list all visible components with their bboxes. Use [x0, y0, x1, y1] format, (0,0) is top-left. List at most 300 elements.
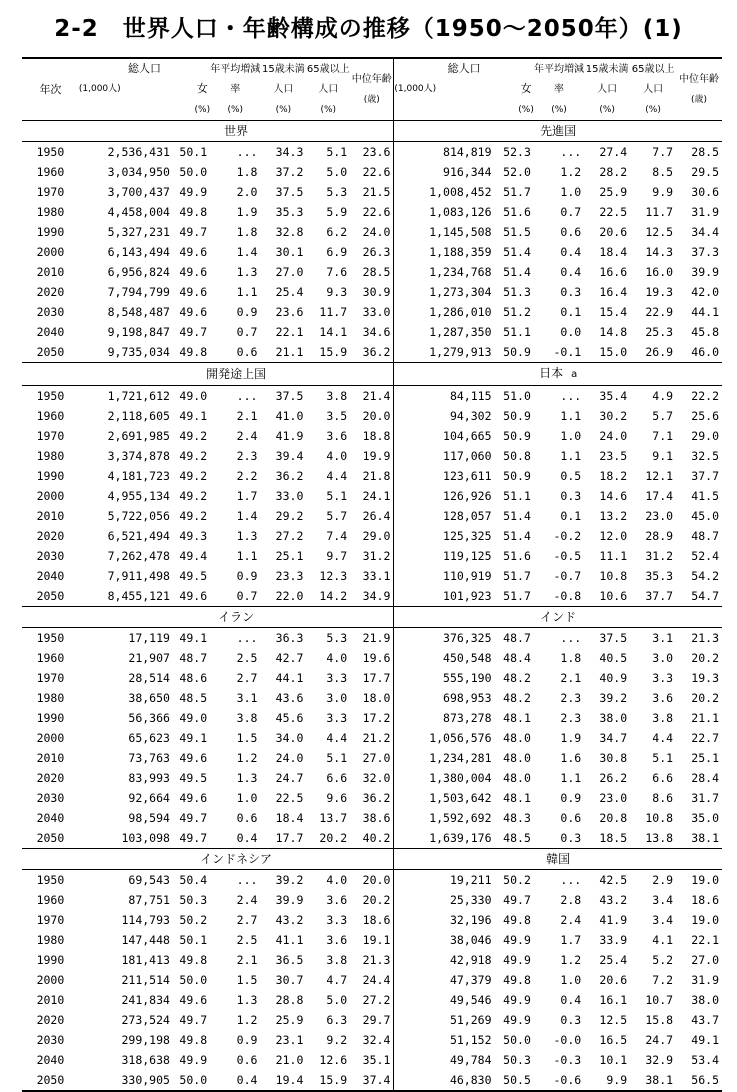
table-cell: 33.0	[350, 302, 394, 322]
table-cell: 92,664	[128, 791, 170, 805]
table-cell: 10.8	[599, 569, 628, 583]
table-row	[22, 282, 722, 302]
year-cell: 2040	[36, 811, 65, 825]
table-cell: 5.1	[326, 751, 348, 765]
year-cell: 2050	[36, 345, 65, 359]
table-cell: 41.9	[599, 913, 628, 927]
table-cell: 2,691,985	[107, 429, 170, 443]
table-cell: 48.7	[179, 651, 208, 665]
table-cell: 16.0	[645, 265, 674, 279]
section-header-blank	[22, 607, 79, 628]
table-cell: 37.3	[691, 245, 719, 259]
table-cell: 273,524	[121, 1013, 170, 1027]
table-cell: 10.7	[645, 993, 674, 1007]
table-cell: 50.0	[503, 1033, 531, 1047]
table-cell: 42.5	[599, 873, 628, 887]
table-cell: 34.7	[599, 731, 628, 745]
table-cell: 36.2	[350, 342, 394, 363]
page-title: 2-2 世界人口・年齢構成の推移（1950～2050年）(1)	[54, 16, 683, 42]
table-cell: 33.1	[350, 566, 394, 586]
table-cell: -0.5	[553, 549, 582, 563]
table-cell: 3.0	[326, 691, 348, 705]
table-cell: 18.6	[350, 910, 394, 930]
table-cell: 103,098	[121, 831, 170, 845]
table-cell: 45.8	[691, 325, 719, 339]
table-cell: 7,794,799	[107, 285, 170, 299]
table-cell: 555,190	[443, 671, 492, 685]
population-table	[22, 57, 722, 1092]
table-cell: 4.4	[326, 469, 348, 483]
table-row	[22, 668, 722, 688]
table-cell: 5.1	[326, 145, 348, 159]
table-cell: 3.1	[652, 631, 674, 645]
table-cell: 50.9	[503, 345, 531, 359]
section-header	[22, 121, 722, 142]
year-cell: 2000	[36, 489, 65, 503]
table-cell: 24.7	[645, 1033, 674, 1047]
table-cell: 33.0	[275, 489, 304, 503]
table-cell: 50.1	[179, 933, 208, 947]
header-median-right: 中位年齢 (歳)	[676, 58, 722, 121]
table-cell: 26.3	[350, 242, 394, 262]
table-cell: 38.0	[599, 711, 628, 725]
table-cell: 0.3	[560, 831, 582, 845]
table-cell: 29.7	[350, 1010, 394, 1030]
table-cell: 26.9	[645, 345, 674, 359]
table-cell: 22.5	[275, 791, 304, 805]
table-cell: 49.9	[503, 1013, 531, 1027]
table-cell: 65,623	[128, 731, 170, 745]
table-cell: 4.7	[326, 973, 348, 987]
table-cell: 1.1	[560, 771, 582, 785]
table-cell: 6.6	[326, 771, 348, 785]
table-cell: 15.4	[599, 305, 628, 319]
table-cell: 50.5	[495, 1070, 534, 1091]
section-title-right	[394, 121, 722, 142]
table-cell: 30.7	[275, 973, 304, 987]
table-cell: 18.8	[350, 426, 394, 446]
table-cell: 49.9	[503, 953, 531, 967]
table-cell: -0.1	[553, 345, 582, 359]
table-cell: 104,665	[443, 429, 492, 443]
table-cell: 0.4	[210, 1070, 260, 1091]
table-row	[22, 566, 722, 586]
table-cell: 39.2	[599, 691, 628, 705]
table-cell: 51.1	[503, 325, 531, 339]
table-cell: 50.1	[179, 145, 208, 159]
table-cell: 36.5	[275, 953, 304, 967]
table-cell: 50.8	[503, 449, 531, 463]
year-cell: 1970	[36, 913, 65, 927]
table-cell: 0.1	[560, 305, 582, 319]
table-cell: 50.2	[179, 913, 208, 927]
table-cell: 18.6	[691, 893, 719, 907]
table-cell: 51.7	[503, 569, 531, 583]
table-cell: ...	[236, 631, 258, 645]
table-cell: 32.8	[275, 225, 304, 239]
table-row	[22, 262, 722, 282]
table-cell: 51.5	[503, 225, 531, 239]
table-cell: 1.9	[560, 731, 582, 745]
table-cell: 22.6	[350, 202, 394, 222]
table-cell: 40.2	[350, 828, 394, 849]
table-row	[22, 586, 722, 607]
section-note: a	[571, 369, 578, 380]
table-cell: 2.9	[652, 873, 674, 887]
table-cell: 128,057	[443, 509, 492, 523]
table-cell: 1.8	[236, 225, 258, 239]
table-row	[22, 242, 722, 262]
table-cell: 3.3	[326, 913, 348, 927]
table-cell: 36.2	[350, 788, 394, 808]
table-cell: 11.1	[599, 549, 628, 563]
table-row	[22, 628, 722, 649]
table-cell: 49.9	[503, 993, 531, 1007]
table-cell: 49.2	[179, 509, 208, 523]
table-cell: 6,143,494	[107, 245, 170, 259]
table-cell: 14.6	[599, 489, 628, 503]
table-cell: 32.9	[645, 1053, 674, 1067]
table-cell: 916,344	[443, 165, 492, 179]
year-cell: 2020	[36, 285, 65, 299]
section-title-right-text: インド	[540, 610, 577, 624]
table-cell: 23.3	[275, 569, 304, 583]
table-cell: 14.8	[599, 325, 628, 339]
table-row	[22, 202, 722, 222]
table-cell: 24.0	[599, 429, 628, 443]
year-cell: 1980	[36, 691, 65, 705]
table-cell: 20.0	[350, 406, 394, 426]
table-row	[22, 768, 722, 788]
table-cell: 17.4	[645, 489, 674, 503]
header-under15-left: 15歳未満人口 (%)	[260, 58, 306, 121]
table-cell: 48.1	[503, 791, 531, 805]
table-cell: 35.0	[691, 811, 719, 825]
table-cell: 3.3	[326, 711, 348, 725]
table-cell: 12.5	[645, 225, 674, 239]
year-cell: 2010	[36, 509, 65, 523]
table-cell: 2.4	[560, 913, 582, 927]
table-cell: 52.4	[691, 549, 719, 563]
table-cell: ...	[560, 631, 582, 645]
table-cell: 1.2	[236, 751, 258, 765]
table-cell: 22.1	[691, 933, 719, 947]
table-cell: 6.6	[652, 771, 674, 785]
table-cell: 2.5	[236, 651, 258, 665]
table-cell: 3.8	[326, 389, 348, 403]
table-cell: 2.2	[236, 469, 258, 483]
table-cell: 3.8	[236, 711, 258, 725]
table-cell: 48.1	[503, 711, 531, 725]
table-row	[22, 526, 722, 546]
table-cell: 15.8	[645, 1013, 674, 1027]
table-cell: 10.1	[599, 1053, 628, 1067]
table-cell: 51.4	[503, 265, 531, 279]
table-cell: 1.7	[560, 933, 582, 947]
table-cell: 49.8	[179, 1033, 208, 1047]
table-cell: 50.9	[503, 429, 531, 443]
table-cell: 21.4	[350, 386, 394, 407]
table-cell: 25.6	[691, 409, 719, 423]
table-cell: 49.9	[179, 185, 208, 199]
table-cell: 6,956,824	[107, 265, 170, 279]
table-cell: 3.6	[652, 691, 674, 705]
table-cell: 6,521,494	[107, 529, 170, 543]
table-cell: 48.0	[503, 751, 531, 765]
table-cell: 42.0	[691, 285, 719, 299]
header-pop-right: 総人口 (1,000人) 女 (%)	[394, 58, 534, 121]
table-cell: 35.1	[350, 1050, 394, 1070]
table-cell: 23.5	[599, 449, 628, 463]
table-row	[22, 910, 722, 930]
table-cell: 17.2	[350, 708, 394, 728]
table-cell: 8,548,487	[107, 305, 170, 319]
table-cell: 0.7	[560, 205, 582, 219]
table-cell: 181,413	[121, 953, 170, 967]
section-header-blank	[22, 849, 79, 870]
table-cell: 38.1	[630, 1070, 676, 1091]
table-cell: 51.4	[503, 245, 531, 259]
table-cell: 15.0	[599, 345, 628, 359]
table-cell: 3.0	[652, 651, 674, 665]
year-cell: 2000	[36, 245, 65, 259]
table-cell: 3.6	[326, 429, 348, 443]
table-cell: 28.2	[599, 165, 628, 179]
table-cell: 49.1	[691, 1033, 719, 1047]
table-cell: 5.2	[652, 953, 674, 967]
table-cell: 3.3	[326, 671, 348, 685]
table-cell: 1.1	[560, 409, 582, 423]
table-row	[22, 1030, 722, 1050]
table-cell: 2.3	[236, 449, 258, 463]
table-cell: 9.2	[326, 1033, 348, 1047]
table-cell: 47,379	[449, 973, 492, 987]
table-cell: 0.7	[236, 589, 258, 603]
table-cell: ...	[560, 389, 582, 403]
year-cell: 1990	[36, 469, 65, 483]
table-cell: 3.6	[326, 933, 348, 947]
table-cell: 25.9	[599, 185, 628, 199]
table-cell: 1,639,176	[429, 831, 492, 845]
table-cell: 16.1	[599, 993, 628, 1007]
table-cell: 20.6	[599, 225, 628, 239]
header-row	[22, 58, 722, 121]
section-title-left: イラン	[79, 607, 394, 628]
table-cell: 48.7	[691, 529, 719, 543]
table-cell: 9.6	[326, 791, 348, 805]
section-title-right-text: 韓国	[546, 852, 571, 866]
table-cell: 4.0	[326, 651, 348, 665]
table-cell: 51.7	[503, 185, 531, 199]
table-cell: 3.4	[652, 913, 674, 927]
table-cell: 20.0	[350, 870, 394, 891]
table-cell: 26.2	[599, 771, 628, 785]
table-cell: 0.6	[236, 345, 258, 359]
table-cell: 1.0	[560, 973, 582, 987]
table-row	[22, 950, 722, 970]
table-cell: 9.3	[326, 285, 348, 299]
table-cell: 2.1	[236, 409, 258, 423]
table-cell: 24.4	[350, 970, 394, 990]
table-cell: 32.5	[691, 449, 719, 463]
table-cell: 29.0	[691, 429, 719, 443]
table-cell: 19.9	[350, 446, 394, 466]
table-cell: 4.4	[652, 731, 674, 745]
table-cell: 27.0	[350, 748, 394, 768]
table-cell: 25.3	[645, 325, 674, 339]
table-cell: 25.9	[275, 1013, 304, 1027]
table-cell: 50.9	[503, 469, 531, 483]
table-cell: 698,953	[443, 691, 492, 705]
table-cell: 49.8	[503, 913, 531, 927]
table-cell: 53.4	[691, 1053, 719, 1067]
table-cell: 1.2	[560, 165, 582, 179]
table-cell: 36.2	[275, 469, 304, 483]
table-cell: 51.6	[503, 205, 531, 219]
table-cell: 2.4	[236, 429, 258, 443]
year-cell: 1990	[36, 711, 65, 725]
table-cell: 2.8	[560, 893, 582, 907]
table-row	[22, 1050, 722, 1070]
table-cell: 50.0	[173, 1070, 210, 1091]
table-cell: 16.4	[599, 285, 628, 299]
table-cell: 34.9	[350, 586, 394, 607]
table-cell: 21.9	[350, 628, 394, 649]
table-cell: 211,514	[121, 973, 170, 987]
table-cell: 6.2	[326, 225, 348, 239]
table-cell: 40.5	[599, 651, 628, 665]
table-cell: 1.3	[236, 529, 258, 543]
table-cell: 21.1	[275, 345, 304, 359]
year-cell: 2030	[36, 791, 65, 805]
table-cell: 1,287,350	[429, 325, 492, 339]
table-cell: 94,302	[449, 409, 492, 423]
table-cell: 22.0	[275, 589, 304, 603]
table-cell: 49.0	[179, 389, 208, 403]
table-cell: 1.6	[560, 751, 582, 765]
table-cell: 26.4	[350, 506, 394, 526]
year-cell: 2030	[36, 549, 65, 563]
table-row	[22, 486, 722, 506]
table-cell: 54.7	[691, 589, 719, 603]
table-cell: 50.9	[503, 409, 531, 423]
table-cell: 1.0	[560, 429, 582, 443]
table-cell: 49.1	[179, 631, 208, 645]
table-cell: 20.2	[350, 890, 394, 910]
table-cell: 5.0	[326, 165, 348, 179]
table-cell: 49.7	[179, 811, 208, 825]
table-cell: 49.4	[179, 549, 208, 563]
table-cell: 32.0	[350, 768, 394, 788]
table-cell: 0.4	[560, 245, 582, 259]
table-cell: 241,834	[121, 993, 170, 1007]
table-cell: 1.8	[236, 165, 258, 179]
table-cell: 33.9	[599, 933, 628, 947]
table-cell: 41.0	[275, 409, 304, 423]
table-cell: ...	[236, 389, 258, 403]
table-cell: 3.6	[326, 893, 348, 907]
table-row	[22, 890, 722, 910]
table-cell: 1.2	[236, 1013, 258, 1027]
table-cell: 42.7	[275, 651, 304, 665]
table-cell: 69,543	[128, 873, 170, 887]
year-cell: 1950	[36, 873, 65, 887]
table-cell: 2,536,431	[107, 145, 170, 159]
table-cell: 0.4	[560, 265, 582, 279]
table-cell: 21.2	[350, 728, 394, 748]
table-cell: 22.1	[275, 325, 304, 339]
table-cell: 1,083,126	[429, 205, 492, 219]
table-cell: 1.2	[560, 953, 582, 967]
year-cell: 2010	[36, 265, 65, 279]
table-cell: 51.7	[503, 589, 531, 603]
section-header	[22, 363, 722, 386]
year-cell: 2050	[36, 831, 65, 845]
table-cell: 30.9	[350, 282, 394, 302]
table-cell: 114,793	[121, 913, 170, 927]
table-cell: 51,152	[449, 1033, 492, 1047]
table-cell: 23.0	[599, 791, 628, 805]
table-cell: 20.2	[319, 831, 348, 845]
table-cell: 51.6	[503, 549, 531, 563]
table-cell: 1.7	[236, 489, 258, 503]
table-cell: 18.4	[599, 245, 628, 259]
table-cell: 1,234,281	[429, 751, 492, 765]
table-row	[22, 1070, 722, 1091]
table-cell: 9,735,034	[107, 345, 170, 359]
table-cell: 1,188,359	[429, 245, 492, 259]
table-cell: 9.7	[326, 549, 348, 563]
table-cell: 1,234,768	[429, 265, 492, 279]
table-cell: 16.6	[599, 265, 628, 279]
table-cell: 51.4	[503, 509, 531, 523]
table-cell: 1,056,576	[429, 731, 492, 745]
section-title-right	[394, 849, 722, 870]
year-cell: 2020	[36, 771, 65, 785]
year-cell: 1950	[36, 389, 65, 403]
table-cell: 12.6	[319, 1053, 348, 1067]
table-cell: 299,198	[121, 1033, 170, 1047]
table-cell: 49.9	[503, 933, 531, 947]
table-cell: 21.1	[691, 711, 719, 725]
table-cell: 50.4	[179, 873, 208, 887]
table-cell: 38.6	[350, 808, 394, 828]
table-cell: 125,325	[443, 529, 492, 543]
table-cell: 51.3	[503, 285, 531, 299]
table-cell: 29.0	[350, 526, 394, 546]
table-cell: 39.2	[275, 873, 304, 887]
table-cell: 9.9	[584, 1070, 630, 1091]
year-cell: 2020	[36, 529, 65, 543]
table-row	[22, 142, 722, 163]
table-cell: 0.3	[560, 1013, 582, 1027]
table-cell: 31.9	[691, 205, 719, 219]
table-cell: 49.2	[179, 429, 208, 443]
header-year: 年次	[22, 58, 79, 121]
table-cell: 7.1	[652, 429, 674, 443]
table-cell: 0.6	[560, 811, 582, 825]
table-cell: 7,262,478	[107, 549, 170, 563]
table-cell: 22.9	[645, 305, 674, 319]
table-cell: 4.4	[326, 731, 348, 745]
section-header	[22, 607, 722, 628]
table-cell: 49.6	[179, 993, 208, 1007]
table-cell: 1,145,508	[429, 225, 492, 239]
table-cell: 2.7	[236, 913, 258, 927]
table-cell: 1,721,612	[107, 389, 170, 403]
year-cell: 2040	[36, 325, 65, 339]
table-cell: 3,374,878	[107, 449, 170, 463]
